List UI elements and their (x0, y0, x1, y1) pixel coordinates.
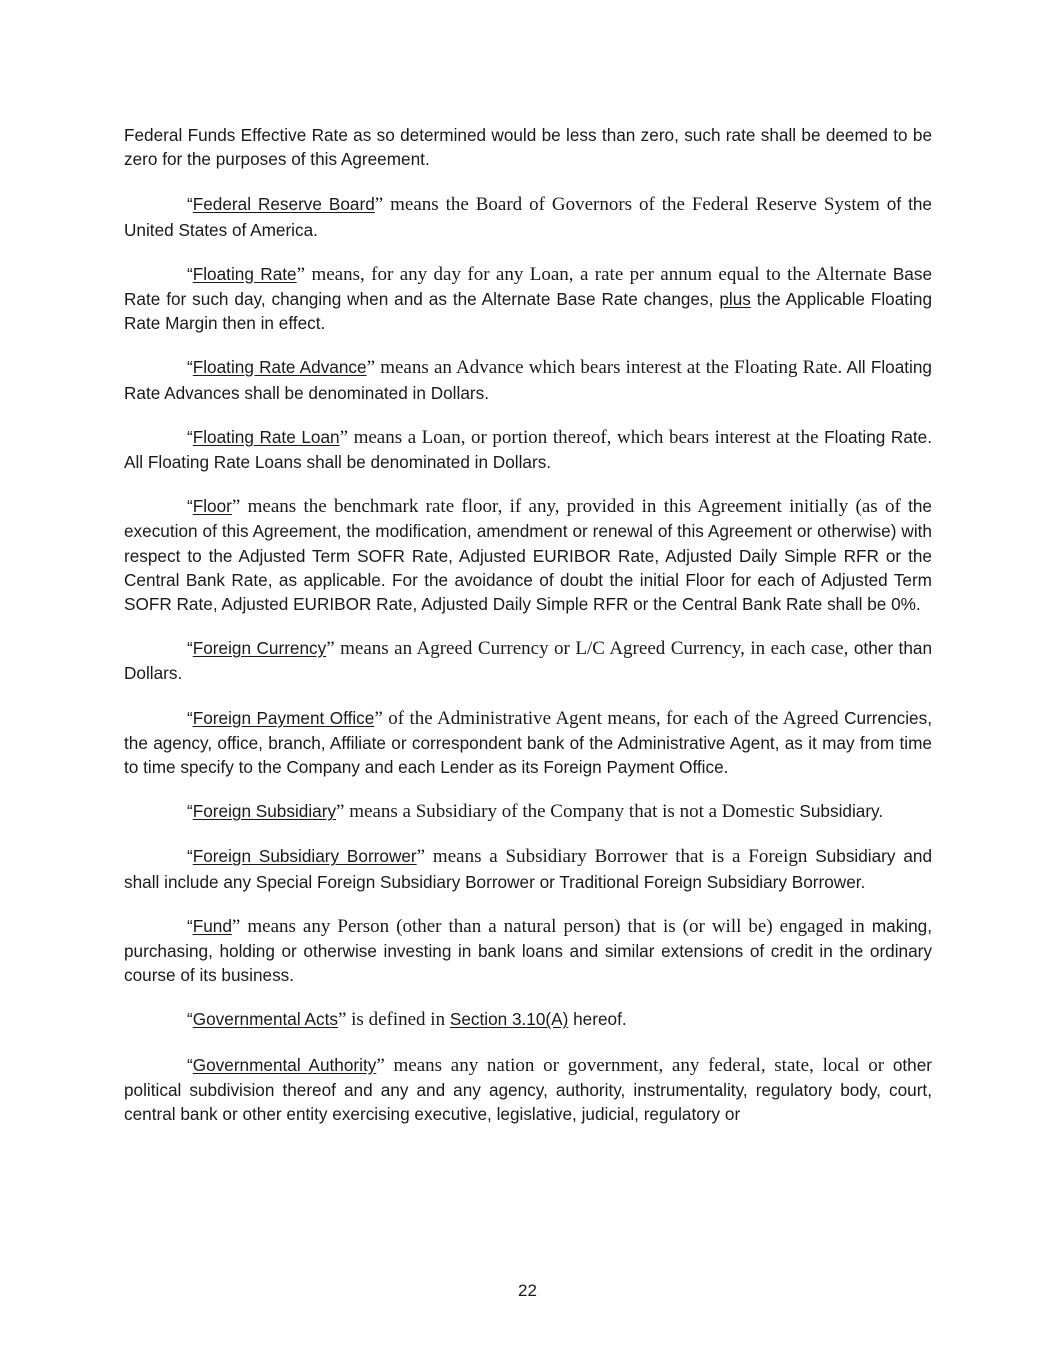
defined-term: Floating Rate Advance (192, 357, 367, 378)
definition-foreign-payment-office: “Foreign Payment Office” of the Administrative Agent means, for each of the Agreed Currencies, the agency, office, branch, Affiliate or correspondent bank of the Administrative Agent, as it may from time to time specify to the Company and each Lender as its Foreign Payment Office. (124, 707, 932, 778)
continuation-paragraph: Federal Funds Effective Rate as so determined would be less than zero, such rate shall be deemed to be zero for the purposes of this Agreement. (124, 125, 932, 170)
definition-foreign-subsidiary: “Foreign Subsidiary” means a Subsidiary of the Company that is not a Domestic Subsidiary. (187, 801, 884, 823)
defined-term: Foreign Currency (192, 638, 327, 659)
definition-floating-rate: “Floating Rate” means, for any day for any Loan, a rate per annum equal to the Alternate Base Rate for such day, changing when and as the Alternate Base Rate changes, plus the Applicable Floating Rate Margin then in effect. (124, 263, 933, 334)
defined-term: Governmental Authority (192, 1054, 377, 1075)
defined-term: Federal Reserve Board (192, 194, 375, 215)
definition-governmental-authority: “Governmental Authority” means any nation or government, any federal, state, local or other political subdivision thereof and any and any agency, authority, instrumentality, regulatory body, court, central bank or other entity exercising executive, legislative, judicial, regulatory or (124, 1054, 933, 1125)
definition-foreign-currency: “Foreign Currency” means an Agreed Currency or L/C Agreed Currency, in each case, other than Dollars. (124, 638, 932, 684)
definition-governmental-acts: “Governmental Acts” is defined in Section 3.10(A) hereof. (187, 1009, 627, 1031)
defined-term: Floating Rate Loan (192, 426, 340, 447)
page-number: 22 (518, 1281, 537, 1300)
defined-term: Foreign Payment Office (192, 707, 375, 728)
defined-term: Floor (192, 496, 232, 517)
definition-fund: “Fund” means any Person (other than a natural person) that is (or will be) engaged in making, purchasing, holding or otherwise investing in bank loans and similar extensions of credit in the ordinary course of its business. (124, 915, 932, 986)
definition-floating-rate-advance: “Floating Rate Advance” means an Advance which bears interest at the Floating Rate. All Floating Rate Advances shall be denominated in Dollars. (124, 357, 932, 403)
definition-floor: “Floor” means the benchmark rate floor, if any, provided in this Agreement initially (as of the execution of this Agreement, the modification, amendment or renewal of this Agreement or otherwise) with respect to the Adjusted Term SOFR Rate, Adjusted EURIBOR Rate, Adjusted Daily Simple RFR or the Central Bank Rate, as applicable. For the avoidance of doubt the initial Floor for each of Adjusted Term SOFR Rate, Adjusted EURIBOR Rate, Adjusted Daily Simple RFR or the Central Bank Rate shall be 0%. (124, 496, 932, 615)
document-page (124, 123, 932, 1146)
section-reference-link[interactable]: Section 3.10(A) (449, 1009, 569, 1030)
defined-term: Foreign Subsidiary Borrower (192, 846, 417, 867)
emphasis-plus: plus (719, 289, 751, 310)
definition-federal-reserve-board: “Federal Reserve Board” means the Board of Governors of the Federal Reserve System of the United States of America. (124, 194, 932, 240)
defined-term: Foreign Subsidiary (192, 801, 337, 822)
defined-term: Floating Rate (192, 263, 297, 284)
defined-term: Governmental Acts (192, 1009, 338, 1030)
definition-floating-rate-loan: “Floating Rate Loan” means a Loan, or portion thereof, which bears interest at the Floating Rate. All Floating Rate Loans shall be denominated in Dollars. (124, 426, 932, 473)
definition-foreign-subsidiary-borrower: “Foreign Subsidiary Borrower” means a Subsidiary Borrower that is a Foreign Subsidiary and shall include any Special Foreign Subsidiary Borrower or Traditional Foreign Subsidiary Borrower. (124, 846, 932, 892)
defined-term: Fund (192, 915, 232, 936)
